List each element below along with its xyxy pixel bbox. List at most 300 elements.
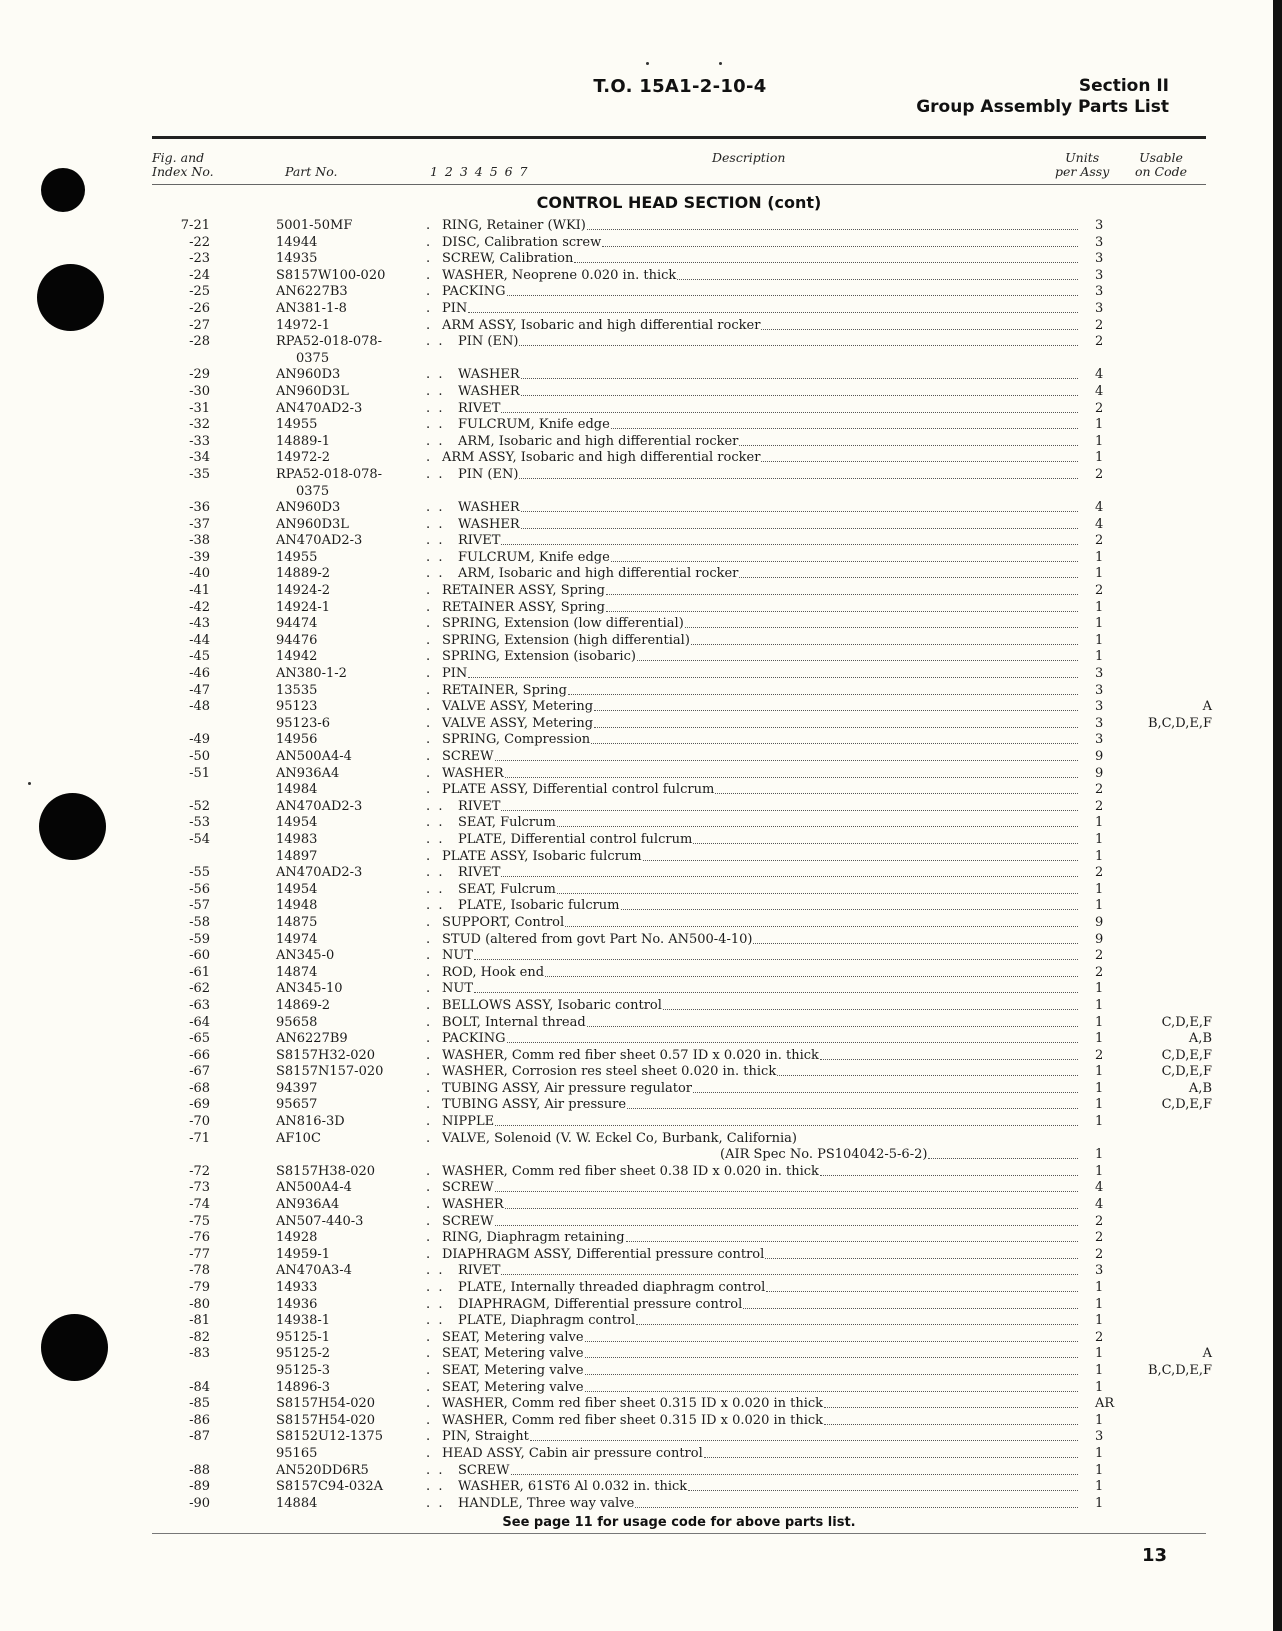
col-indent-levels: 1 2 3 4 5 6 7 [430,164,528,179]
units-per-assy: 9 [1095,749,1104,764]
indent-dots: . . [426,533,451,549]
description [426,318,1078,335]
section-title: Group Assembly Parts List [916,97,1169,117]
part-number: AN380-1-2 [276,666,347,682]
description-text: SEAT, Metering valve [442,1379,584,1395]
leader-dots [505,766,1078,778]
description-text: SCREW, Calibration [442,251,574,267]
fig-index: -53 [189,815,210,831]
header-rule [152,136,1206,139]
description [426,616,1078,633]
units-per-assy: 1 [1095,649,1104,665]
description [426,1446,1078,1463]
leader-dots [501,533,1078,545]
description-text: PIN [442,300,468,316]
units-per-assy: 3 [1095,715,1104,731]
units-per-assy: 4 [1095,1197,1104,1213]
fig-index: -37 [189,516,210,532]
col-fig-index-line2: Index No. [152,164,214,179]
fig-index: -63 [189,997,210,1013]
leader-dots [606,583,1078,595]
fig-index: -22 [189,234,210,250]
part-number: 14954 [276,815,318,831]
fig-index: -68 [189,1080,210,1096]
indent-dots: . . [426,865,451,881]
leader-dots [677,268,1078,280]
part-number: RPA52-018-078- [276,334,383,350]
part-number: 95125-3 [276,1362,331,1378]
description-text: STUD (altered from govt Part No. AN500-4-10) [442,931,753,947]
leader-dots [501,1263,1078,1275]
part-number: 14875 [276,914,318,930]
units-per-assy: 2 [1095,964,1104,980]
table-row [0,882,1282,899]
units-per-assy: 3 [1095,284,1104,300]
part-number: AN6227B3 [276,284,348,300]
description [426,981,1078,998]
table-row-continuation [0,484,1282,501]
table-row [0,948,1282,965]
leader-dots [495,1180,1079,1192]
indent-dots: . [426,1445,439,1461]
indent-dots: . [426,749,439,764]
fig-index: -23 [189,251,210,267]
fig-index: -58 [189,914,210,930]
indent-dots: . [426,450,439,466]
col-usable-line1: Usable [1139,150,1183,165]
part-number: 14933 [276,1280,318,1295]
table-row [0,566,1282,583]
indent-dots: . [426,1097,439,1113]
part-number: 5001-50MF [276,218,353,233]
fig-index: -88 [189,1462,210,1478]
part-number: AN960D3L [276,383,349,399]
description-text: SPRING, Compression [442,732,591,748]
leader-dots [685,616,1078,628]
units-per-assy: 2 [1095,400,1104,416]
leader-dots [693,1081,1078,1093]
leader-dots [739,566,1078,578]
part-number: AN470A3-4 [276,1263,352,1279]
description [426,865,1078,882]
table-row [0,782,1282,799]
units-per-assy: 2 [1095,948,1104,964]
indent-dots: . [426,765,439,781]
indent-dots: . . [426,831,451,847]
description-text: RETAINER ASSY, Spring [442,599,605,615]
indent-dots: . . [426,898,451,914]
leader-dots [507,284,1079,296]
part-number: AN470AD2-3 [276,865,363,881]
table-row [0,1015,1282,1032]
description [426,932,1078,949]
units-per-assy: 2 [1095,317,1104,333]
fig-index: -31 [189,400,210,416]
description [426,965,1078,982]
footer-rule [152,1533,1206,1534]
description-text: RETAINER ASSY, Spring [442,583,605,599]
description-text: PLATE, Differential control fulcrum [458,831,693,847]
leader-dots [766,1280,1078,1292]
units-per-assy: 3 [1095,251,1104,267]
part-number: 14874 [276,964,318,980]
fig-index: -79 [189,1280,210,1295]
document-number: T.O. 15A1-2-10-4 [593,76,767,97]
part-number: 94476 [276,632,318,648]
units-per-assy: 2 [1095,1246,1104,1262]
part-number: AN960D3 [276,500,341,516]
part-number: 14942 [276,649,318,665]
fig-index: -35 [189,466,210,482]
part-number: 94474 [276,616,318,632]
table-row [0,1429,1282,1446]
indent-dots: . . [426,881,451,897]
fig-index: -28 [189,334,210,350]
table-row [0,1363,1282,1380]
indent-dots: . [426,1114,439,1130]
leader-dots [585,1363,1078,1375]
part-number: AN470AD2-3 [276,533,363,549]
leader-dots [591,732,1078,744]
leader-dots [777,1064,1078,1076]
table-row [0,1280,1282,1297]
description-text: DIAPHRAGM ASSY, Differential pressure control [442,1246,765,1262]
units-per-assy: 1 [1095,1495,1104,1511]
units-per-assy: 2 [1095,1047,1104,1063]
indent-dots: . [426,914,439,930]
indent-dots: . . [426,549,451,565]
leader-dots [585,1346,1078,1358]
table-row [0,1081,1282,1098]
part-number: 14954 [276,881,318,897]
description-text: PACKING [442,284,506,300]
leader-dots [693,832,1078,844]
leader-dots [691,633,1078,645]
part-number: AN936A4 [276,1197,340,1213]
leader-dots [574,251,1078,263]
indent-dots: . [426,1346,439,1362]
leader-dots [495,1114,1078,1126]
units-per-assy: 1 [1095,997,1104,1013]
description [426,683,1078,700]
part-number: 95123 [276,699,318,715]
table-row [0,1230,1282,1247]
table-row [0,1380,1282,1397]
fig-index: -85 [189,1396,210,1412]
units-per-assy: 2 [1095,1230,1104,1246]
units-per-assy: 3 [1095,300,1104,316]
indent-dots: . [426,234,439,250]
description-text: WASHER, Comm red fiber sheet 0.38 ID x 0.020 in. thick [442,1163,819,1179]
usable-on-code: A,B [1188,1080,1212,1096]
units-per-assy: 1 [1095,981,1104,997]
leader-dots [507,1031,1079,1043]
description-text: SPRING, Extension (low differential) [442,616,684,632]
table-row [0,1313,1282,1330]
units-per-assy: 1 [1095,1362,1104,1378]
units-per-assy: 3 [1095,1429,1104,1445]
fig-index: -90 [189,1495,210,1511]
leader-dots [468,666,1078,678]
fig-index: -76 [189,1230,210,1246]
indent-dots: . . [426,1263,451,1279]
description [426,467,1078,484]
fig-index: -86 [189,1412,210,1428]
description [426,1413,1078,1430]
part-number: 14889-1 [276,433,331,449]
description [426,1380,1078,1397]
units-per-assy: 3 [1095,666,1104,682]
part-number: AN381-1-8 [276,300,347,316]
table-row [0,417,1282,434]
indent-dots: . [426,1180,439,1196]
indent-dots: . [426,251,439,267]
table-row [0,699,1282,716]
indent-dots: . [426,666,439,682]
description-text: SUPPORT, Control [442,914,565,930]
part-number: 14955 [276,549,318,565]
description [426,1330,1078,1347]
description [426,583,1078,600]
units-per-assy: 1 [1095,831,1104,847]
units-per-assy: 1 [1095,599,1104,615]
usage-code-note: See page 11 for usage code for above parts list. [502,1515,856,1530]
units-per-assy: 1 [1095,1445,1104,1461]
units-per-assy: 2 [1095,466,1104,482]
description [426,550,1078,567]
leader-dots [557,882,1078,894]
leader-dots [545,965,1078,977]
description-text: WASHER [458,500,520,516]
description-text: PIN (EN) [458,466,519,482]
table-row [0,766,1282,783]
fig-index: -87 [189,1429,210,1445]
table-row [0,932,1282,949]
scan-speck [719,62,722,65]
leader-dots [820,1048,1078,1060]
part-number: 14928 [276,1230,318,1246]
table-row [0,1479,1282,1496]
units-per-assy: 1 [1095,1031,1104,1047]
part-number-continued: 0375 [296,483,330,499]
parts-list [0,218,1282,1512]
part-number: S8157C94-032A [276,1479,384,1495]
table-row [0,616,1282,633]
units-per-assy: 1 [1095,417,1104,433]
description [426,832,1078,849]
description [426,1180,1078,1197]
indent-dots: . [426,948,439,964]
part-number: 14938-1 [276,1313,331,1329]
fig-index: -84 [189,1379,210,1395]
table-row-continuation [0,351,1282,368]
units-per-assy: 1 [1095,1479,1104,1495]
description-text: PLATE, Internally threaded diaphragm control [458,1280,766,1295]
fig-index: -75 [189,1213,210,1229]
indent-dots: . [426,1362,439,1378]
indent-dots: . [426,848,439,864]
description [426,1197,1078,1214]
description [426,849,1078,866]
description-text: WASHER [458,367,520,383]
description [426,1313,1078,1330]
units-per-assy: 1 [1095,1064,1104,1080]
description [426,666,1078,683]
table-row [0,1396,1282,1413]
description [426,915,1078,932]
units-per-assy: 1 [1095,549,1104,565]
description [426,1496,1078,1513]
description-text: RIVET [458,798,501,814]
part-number: S8157W100-020 [276,267,386,283]
leader-dots [495,1214,1079,1226]
leader-dots [587,218,1078,230]
description-text: WASHER [442,1197,504,1213]
part-number: 14869-2 [276,997,331,1013]
description [426,1114,1078,1131]
fig-index: -38 [189,533,210,549]
fig-index: -81 [189,1313,210,1329]
fig-index: -54 [189,831,210,847]
description [426,699,1078,716]
units-per-assy: AR [1095,1396,1115,1412]
leader-dots [565,915,1078,927]
description [426,1479,1078,1496]
part-number: AN470AD2-3 [276,400,363,416]
table-row [0,865,1282,882]
table-row [0,998,1282,1015]
part-number: 14959-1 [276,1246,331,1262]
part-number: 95658 [276,1014,318,1030]
units-per-assy: 1 [1095,566,1104,582]
table-row [0,1297,1282,1314]
indent-dots: . [426,997,439,1013]
part-number: S8152U12-1375 [276,1429,383,1445]
table-row [0,832,1282,849]
indent-dots: . [426,931,439,947]
description-text: WASHER, Neoprene 0.020 in. thick [442,267,677,283]
indent-dots: . [426,599,439,615]
leader-dots [468,301,1078,313]
leader-dots [761,318,1078,330]
description-text: SEAT, Metering valve [442,1362,584,1378]
units-per-assy: 3 [1095,1263,1104,1279]
indent-dots: . [426,1047,439,1063]
description-text: NUT [442,981,474,997]
fig-index: -29 [189,367,210,383]
leader-dots [627,1097,1078,1109]
description [426,998,1078,1015]
leader-dots [495,749,1079,761]
indent-dots: . [426,632,439,648]
units-per-assy: 1 [1095,1379,1104,1395]
indent-dots: . . [426,500,451,516]
table-row [0,450,1282,467]
table-row [0,268,1282,285]
fig-index: -55 [189,865,210,881]
description [426,334,1078,351]
description [426,1429,1078,1446]
units-per-assy: 1 [1095,1296,1104,1312]
indent-dots: . [426,267,439,283]
units-per-assy: 1 [1095,632,1104,648]
col-usable [1135,151,1187,179]
description [426,417,1078,434]
fig-index: -52 [189,798,210,814]
units-per-assy: 2 [1095,782,1104,798]
leader-dots [824,1396,1078,1408]
description-text: RIVET [458,533,501,549]
table-row [0,517,1282,534]
leader-dots [611,417,1078,429]
description [426,566,1078,583]
section-heading: CONTROL HEAD SECTION (cont) [536,193,822,212]
description [426,948,1078,965]
part-number-continued: 0375 [296,350,330,366]
table-row [0,384,1282,401]
indent-dots: . . [426,1479,451,1495]
leader-dots [643,849,1078,861]
indent-dots: . [426,1031,439,1047]
table-row [0,898,1282,915]
description [426,1214,1078,1231]
indent-dots: . [426,732,439,748]
leader-dots [530,1429,1078,1441]
fig-index: -67 [189,1064,210,1080]
indent-dots: . [426,715,439,731]
description [426,500,1078,517]
units-per-assy: 1 [1095,1163,1104,1179]
leader-dots [635,1496,1078,1508]
description-text: WASHER, Comm red fiber sheet 0.315 ID x 0.020 in thick [442,1396,824,1412]
description [426,799,1078,816]
description-text: RETAINER, Spring [442,682,567,698]
leader-dots [715,782,1078,794]
units-per-assy: 1 [1095,815,1104,831]
leader-dots [637,649,1078,661]
units-per-assy: 4 [1095,500,1104,516]
leader-dots [621,898,1078,910]
table-row [0,550,1282,567]
description [426,218,1078,235]
description-text: HANDLE, Three way valve [458,1495,635,1511]
units-per-assy: 1 [1095,1412,1104,1428]
description-text: VALVE, Solenoid (V. W. Eckel Co, Burbank, California) [442,1130,797,1146]
table-row [0,633,1282,650]
table-row [0,1247,1282,1264]
description [426,517,1078,534]
table-row [0,732,1282,749]
fig-index: -41 [189,583,210,599]
units-per-assy: 1 [1095,1462,1104,1478]
part-number: AN816-3D [276,1114,345,1130]
description-text: FULCRUM, Knife edge [458,417,610,433]
fig-index: -27 [189,317,210,333]
description [426,1363,1078,1380]
description-text: RIVET [458,400,501,416]
table-row [0,600,1282,617]
leader-dots [594,716,1078,728]
units-per-assy: 1 [1095,433,1104,449]
units-per-assy: 4 [1095,516,1104,532]
usable-on-code: C,D,E,F [1161,1097,1212,1113]
part-number: AF10C [276,1130,321,1146]
leader-dots [611,550,1078,562]
part-number: 14889-2 [276,566,331,582]
indent-dots: . [426,981,439,997]
leader-dots [501,865,1078,877]
table-row [0,981,1282,998]
